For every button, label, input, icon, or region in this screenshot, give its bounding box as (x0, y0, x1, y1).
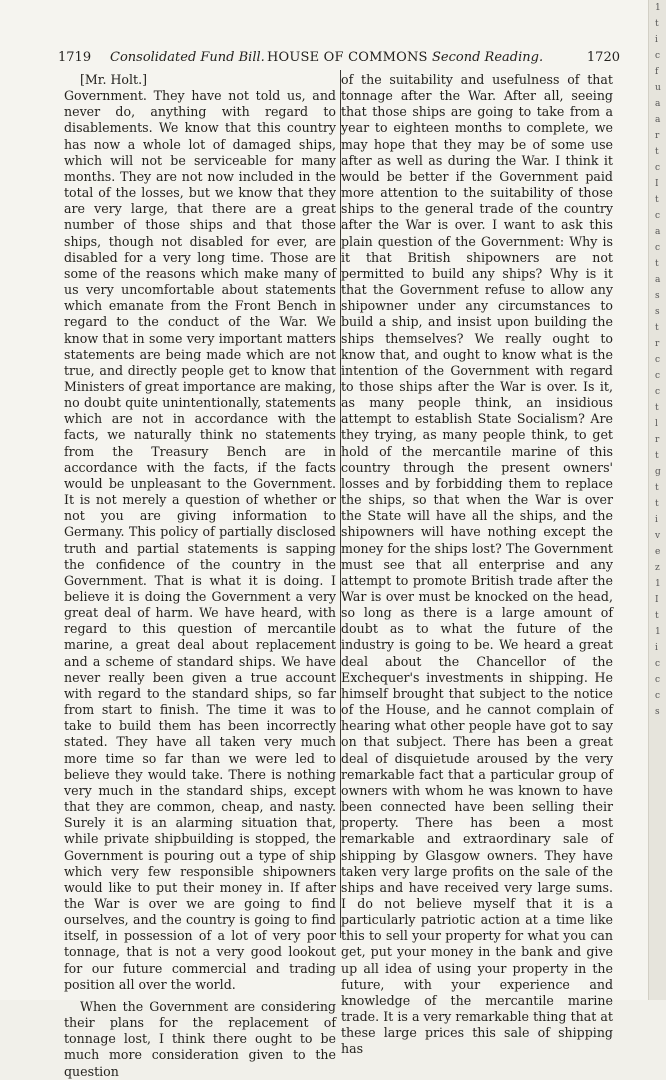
edge-letter: c (655, 355, 661, 365)
edge-letter: a (655, 115, 661, 125)
column-number-left: 1719 (58, 50, 92, 65)
edge-letter: g (655, 467, 661, 477)
edge-letter: i (655, 35, 658, 45)
edge-letter: c (655, 387, 661, 397)
edge-letter: c (655, 211, 661, 221)
bill-title: Consolidated Fund Bill. (110, 50, 265, 65)
running-header (58, 50, 620, 66)
left-paragraph-2: When the Government are considering their plans for the replacement of tonnage lost, I think there ought to be much more consideration given to the question (64, 998, 336, 1079)
edge-letter: t (655, 323, 659, 333)
edge-letter: c (655, 371, 661, 381)
edge-letter: s (655, 307, 660, 317)
edge-letter: t (655, 451, 659, 461)
edge-letter: c (655, 163, 661, 173)
column-number-right: 1720 (586, 50, 620, 65)
edge-letter: c (655, 691, 661, 701)
right-column (341, 72, 613, 1058)
edge-letter: t (655, 259, 659, 269)
edge-letter: z (655, 563, 660, 573)
edge-letter: l (655, 419, 658, 429)
edge-letter: t (655, 195, 659, 205)
edge-letter: c (655, 51, 661, 61)
edge-letter: t (655, 483, 659, 493)
speaker-attribution: [Mr. Holt.] (80, 72, 148, 87)
edge-letter: e (655, 547, 661, 557)
edge-letter: s (655, 291, 660, 301)
reading-stage: Second Reading. (432, 50, 544, 65)
edge-letter: a (655, 227, 661, 237)
edge-letter: 1 (655, 3, 661, 13)
edge-letter: I (655, 179, 659, 189)
edge-letter: c (655, 243, 661, 253)
edge-letter: 1 (655, 579, 661, 589)
edge-letter: t (655, 147, 659, 157)
house-title: HOUSE OF COMMONS (267, 50, 428, 65)
edge-letter: s (655, 707, 660, 717)
edge-letter: I (655, 595, 659, 605)
edge-letter: t (655, 19, 659, 29)
edge-letter: 1 (655, 627, 661, 637)
edge-letter: t (655, 499, 659, 509)
edge-letter: c (655, 675, 661, 685)
edge-letter: f (655, 67, 659, 77)
edge-letter: i (655, 643, 658, 653)
edge-letter: i (655, 515, 658, 525)
right-paragraph-1: of the suitability and usefulness of that tonnage after the War. After all, seeing that those ships are going to take from a year to eighteen months to complete, we may hope that they may be of some use after as well as during the War. I think it would be better if the Government paid more attention to the suitability of those ships to the general trade of the country after the War is over. I want to ask this plain question of the Government: Why is it that British shipowners are not permitted to build any ships? Why is it that the Government refuse to allow any shipowner under any circumstances to build a ship, and insist upon building the ships themselves? We really ought to know that, and ought to know what is the intention of the Government with regard to those ships after the War is over. Is it, as many people think, an insidious attempt to establish State Socialism? Are they trying, as many people think, to get hold of the mercantile marine of this country through the present owners' losses and by forbidding them to replace the ships, so that when the War is over the State will have all the ships, and the shipowners will have nothing except the money for the ships lost? The Government must see that all enterprise and any attempt to promote British trade after the War is over must be knocked on the head, so long as there is a large amount of doubt as to what the future of the industry is going to be. We heard a great deal about the Chancellor of the Exchequer's investments in shipping. He himself brought that subject to the notice of the House, and he cannot complain of hearing what other people have got to say on that subject. There has been a great deal of disquietude aroused by the very remarkable fact that a particular group of owners with whom he was known to have been connected have been selling their property. There has been a most remarkable and extraordinary sale of shipping by Glasgow owners. They have taken very large profits on the sale of the ships and have received very large sums. I do not believe myself that it is a particularly patriotic action at a time like this to sell your property for what you can get, put your money in the bank and give up all idea of using your property in the future, with your experience and knowledge of the mercantile marine trade. It is a very remarkable thing that at these large prices this sale of shipping has (341, 72, 613, 1057)
edge-letter: a (655, 99, 661, 109)
edge-letter: u (655, 83, 661, 93)
edge-letter: r (655, 339, 660, 349)
left-column (64, 72, 336, 1080)
edge-letter: t (655, 611, 659, 621)
facing-page-edge (648, 0, 666, 1000)
edge-letter: a (655, 275, 661, 285)
edge-letter: r (655, 435, 660, 445)
edge-letter: c (655, 659, 661, 669)
edge-letter: v (655, 531, 661, 541)
left-paragraph-1: Government. They have not told us, and never do, anything with regard to disablements. We know that this country has now a whole lot of damaged ships, which will not be serviceable for many months. They are not now included in the total of the losses, but we know that they are very large, that there are a great number of those ships and that those ships, though not disabled for ever, are disabled for a very long time. Those are some of the reasons which make many of us very uncomfortable about statements which emanate from the Front Bench in regard to the conduct of the War. We know that in some very important matters statements are being made which are not true, and directly people get to know that Ministers of great importance are making, no doubt quite unintentionally, statements which are not in accordance with the facts, we naturally think no statements from the Treasury Bench are in accordance with the facts, if the facts would be unpleasant to the Government. It is not merely a question of whether or not you are giving information to Germany. This policy of partially disclosed truth and partial statements is sapping the confidence of the country in the Government. That is what it is doing. I believe it is doing the Government a very great deal of harm. We have heard, with regard to this question of mercantile marine, a great deal about replacement and a scheme of standard ships. We have never really been given a true account with regard to the standard ships, so far from start to finish. The time it was to take to build them has been incorrectly stated. They have all taken very much more time so far than we were led to believe they would take. There is nothing very much in the standard ships, except that they are common, cheap, and nasty. Surely it is an alarming situation that, while private shipbuilding is stopped, the Government is pouring out a type of ship which very few responsible shipowners would like to put their money in. If after the War is over we are going to find ourselves, and the country is going to find itself, in possession of a lot of very poor tonnage, that is not a very good lookout for our future commercial and trading position all over the world. (64, 88, 336, 992)
edge-letter: t (655, 403, 659, 413)
edge-letter: r (655, 131, 660, 141)
